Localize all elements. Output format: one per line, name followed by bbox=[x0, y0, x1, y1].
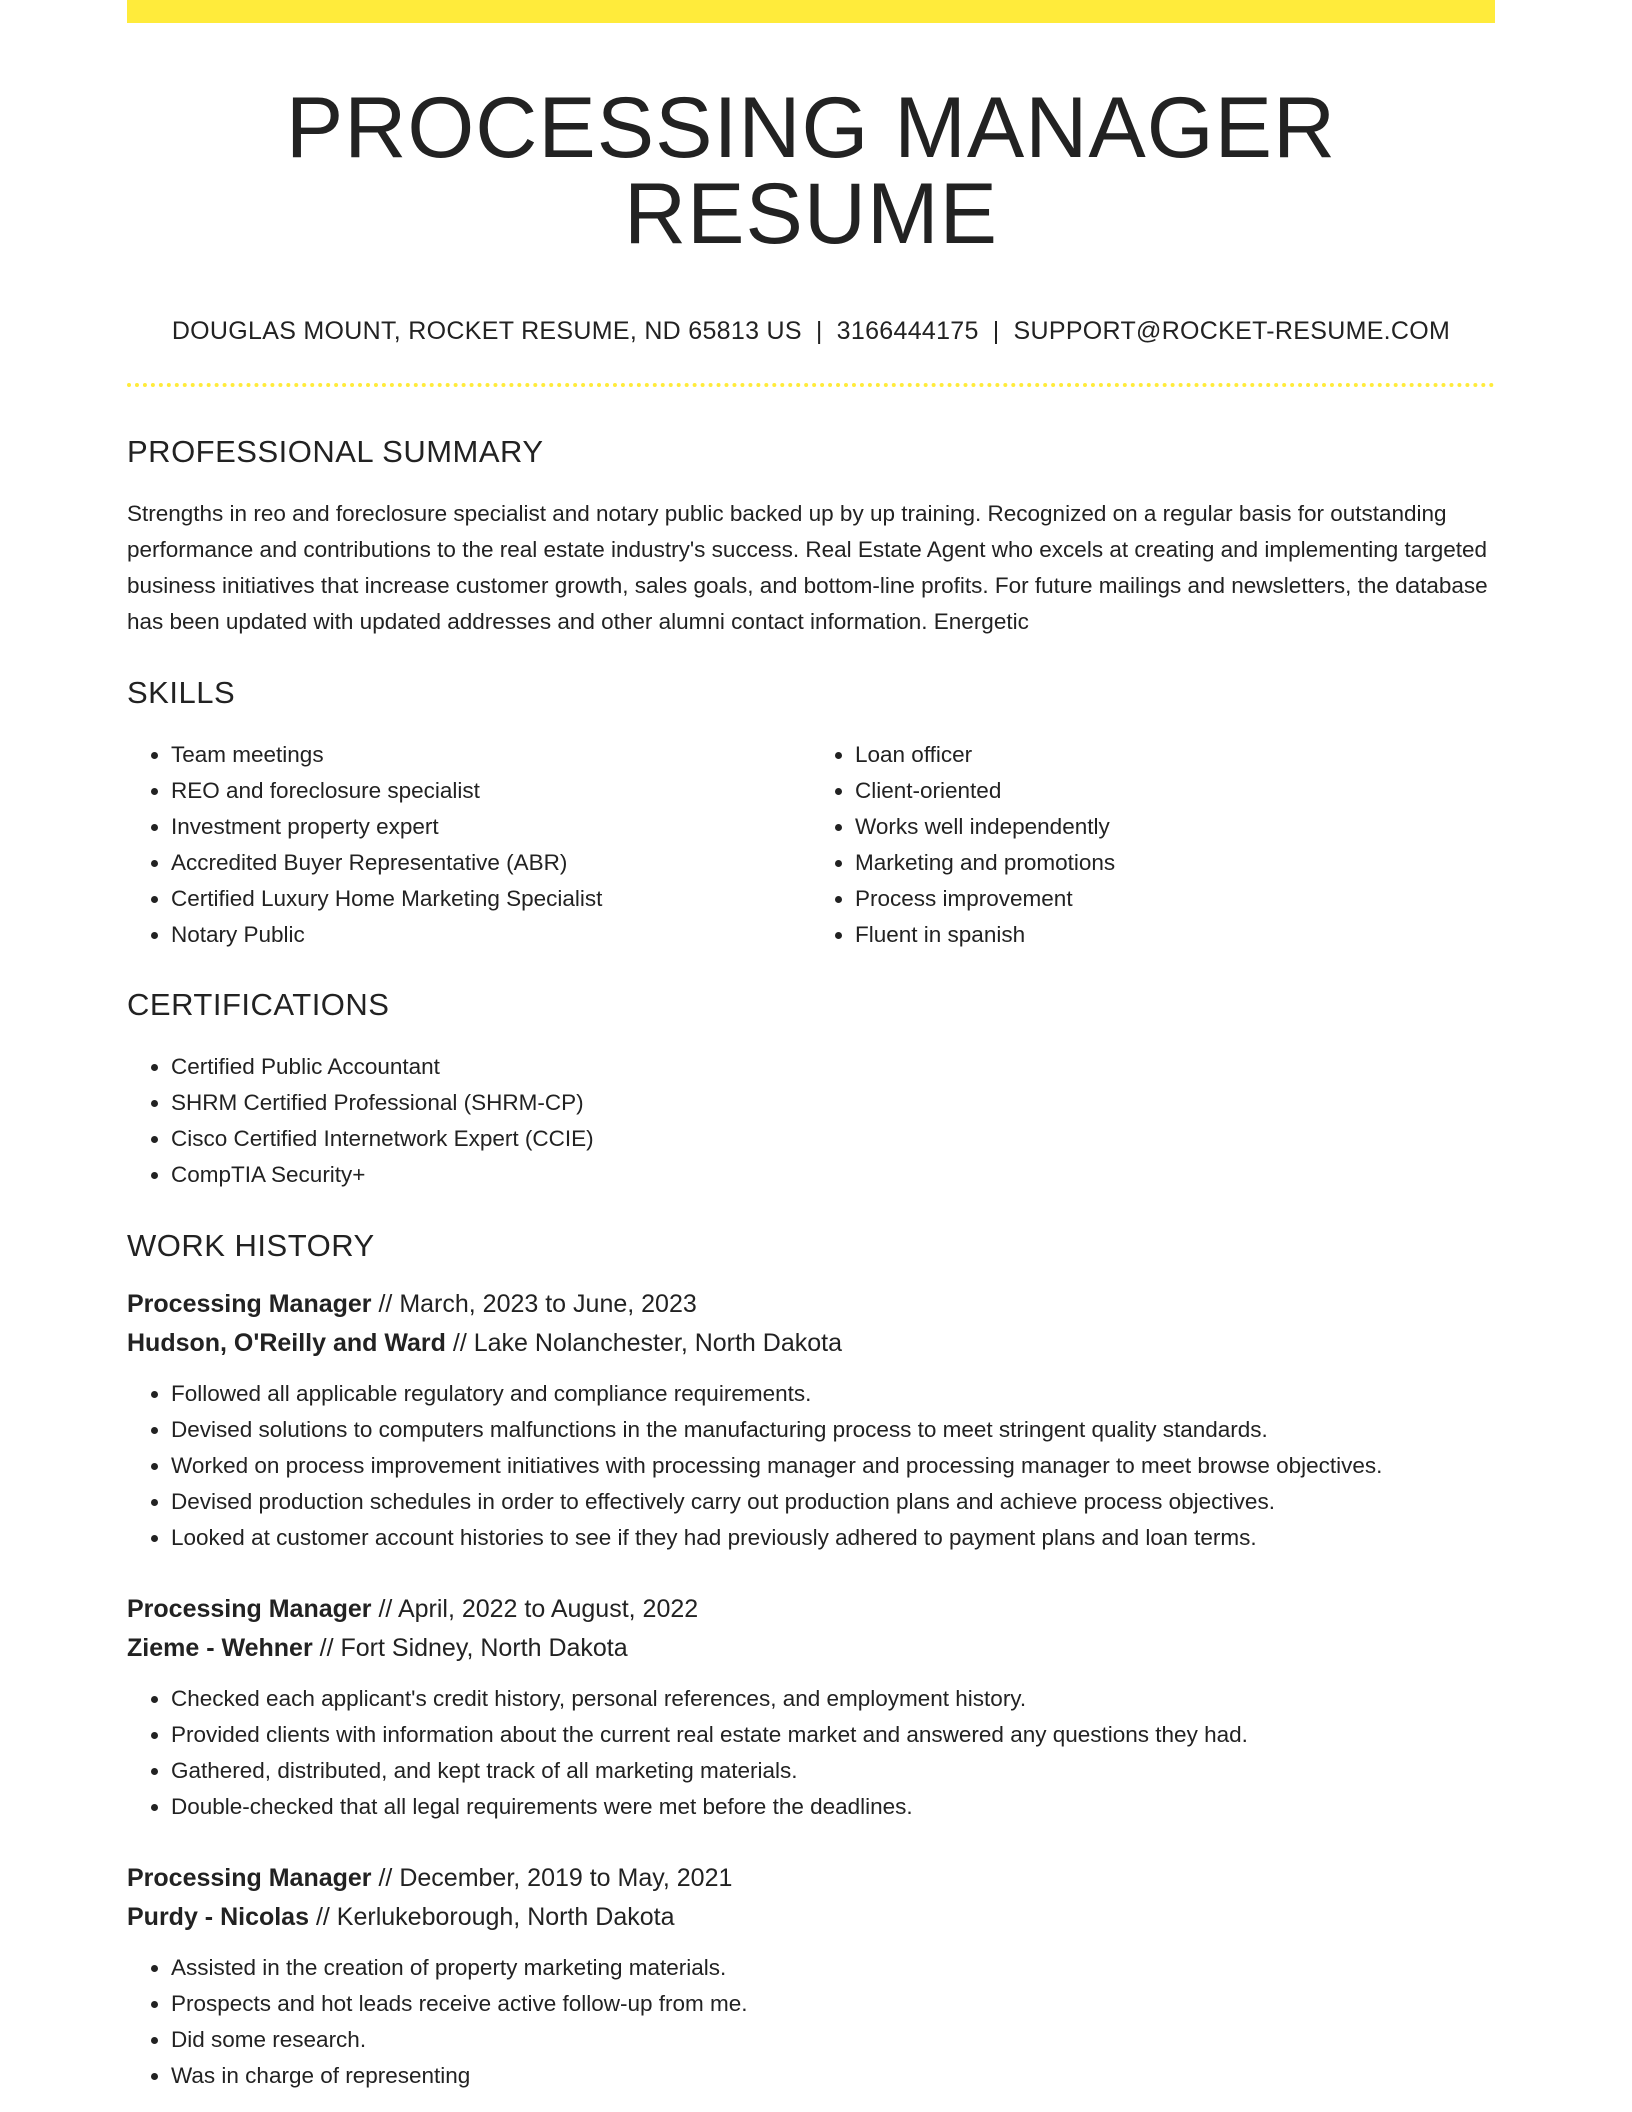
skill-item: • Accredited Buyer Representative (ABR) bbox=[171, 845, 811, 881]
certification-item: • Certified Public Accountant bbox=[171, 1049, 1495, 1085]
certification-item: • CompTIA Security+ bbox=[171, 1157, 1495, 1193]
skill-item: • Notary Public bbox=[171, 917, 811, 953]
job-dates: April, 2022 to August, 2022 bbox=[397, 1595, 699, 1623]
job-bullet: • Devised solutions to computers malfunctions in the manufacturing process to meet stringent quality standards. bbox=[171, 1412, 1495, 1448]
certification-item: • Cisco Certified Internetwork Expert (CCIE) bbox=[171, 1121, 1495, 1157]
contact-phone: 3166444175 bbox=[836, 317, 979, 345]
contact-separator: | bbox=[992, 317, 1000, 345]
job-dates: March, 2023 to June, 2023 bbox=[399, 1290, 697, 1318]
skill-item: • Team meetings bbox=[171, 737, 811, 773]
job-location: Fort Sidney, North Dakota bbox=[340, 1634, 628, 1662]
certification-item: • SHRM Certified Professional (SHRM-CP) bbox=[171, 1085, 1495, 1121]
skill-item: • Investment property expert bbox=[171, 809, 811, 845]
top-accent-bar bbox=[127, 0, 1495, 23]
job-location: Kerlukeborough, North Dakota bbox=[336, 1903, 675, 1931]
contact-email: SUPPORT@ROCKET-RESUME.COM bbox=[1013, 317, 1451, 345]
summary-text: Strengths in reo and foreclosure specialist and notary public backed up by up training. Recognized on a regular basis for outstanding performance and contributions to the real estate industry's success. Real Estate Agent who excels at creating and implementing targeted business initiatives that increase customer growth, sales goals, and bottom-line profits. For future mailings and newsletters, the database has been updated with updated addresses and other alumni contact information. Energetic bbox=[127, 501, 1488, 634]
job-separator: // bbox=[371, 1595, 398, 1623]
job-company: Zieme - Wehner bbox=[127, 1634, 313, 1662]
skills-heading: SKILLS bbox=[127, 675, 236, 710]
job-company: Purdy - Nicolas bbox=[127, 1903, 309, 1931]
job-bullet: • Double-checked that all legal requirements were met before the deadlines. bbox=[171, 1789, 1495, 1825]
skill-item: • Process improvement bbox=[855, 881, 1495, 917]
job-bullet: • Checked each applicant's credit history, personal references, and employment history. bbox=[171, 1681, 1495, 1717]
skills-columns bbox=[127, 737, 1495, 953]
job-bullet: • Gathered, distributed, and kept track of all marketing materials. bbox=[171, 1753, 1495, 1789]
job-bullets bbox=[127, 1950, 1495, 2094]
job-separator: // bbox=[312, 1634, 341, 1662]
work-history-heading: WORK HISTORY bbox=[127, 1228, 375, 1263]
job-location: Lake Nolanchester, North Dakota bbox=[473, 1329, 842, 1357]
job-title: Processing Manager bbox=[127, 1864, 372, 1892]
resume-title: PROCESSING MANAGER RESUME bbox=[285, 80, 1337, 262]
job-bullets bbox=[127, 1376, 1495, 1556]
certifications-list bbox=[127, 1049, 1495, 1193]
summary-heading: PROFESSIONAL SUMMARY bbox=[127, 434, 544, 469]
contact-line bbox=[127, 319, 1495, 344]
job-title-line bbox=[127, 1590, 1495, 1629]
skill-item: • Works well independently bbox=[855, 809, 1495, 845]
dotted-divider bbox=[127, 383, 1495, 387]
skill-item: • Fluent in spanish bbox=[855, 917, 1495, 953]
job-company: Hudson, O'Reilly and Ward bbox=[127, 1329, 446, 1357]
skills-left-list bbox=[127, 737, 811, 953]
contact-separator: | bbox=[815, 317, 823, 345]
job-separator: // bbox=[371, 1864, 400, 1892]
job-bullet: • Looked at customer account histories to see if they had previously adhered to payment plans and loan terms. bbox=[171, 1520, 1495, 1556]
skill-item: • Loan officer bbox=[855, 737, 1495, 773]
skill-item: • REO and foreclosure specialist bbox=[171, 773, 811, 809]
certifications-heading: CERTIFICATIONS bbox=[127, 987, 390, 1022]
resume-page bbox=[127, 0, 1495, 2094]
job-company-line bbox=[127, 1898, 1495, 1937]
job-bullet: • Prospects and hot leads receive active follow-up from me. bbox=[171, 1986, 1495, 2022]
job-bullet: • Devised production schedules in order to effectively carry out production plans and achieve process objectives. bbox=[171, 1484, 1495, 1520]
job-separator: // bbox=[309, 1903, 337, 1931]
job-title: Processing Manager bbox=[127, 1290, 372, 1318]
job-entry bbox=[127, 1285, 1495, 1556]
job-bullet: • Was in charge of representing bbox=[171, 2058, 1495, 2094]
contact-address: DOUGLAS MOUNT, ROCKET RESUME, ND 65813 US bbox=[171, 317, 802, 345]
job-separator: // bbox=[371, 1290, 400, 1318]
skill-item: • Marketing and promotions bbox=[855, 845, 1495, 881]
job-bullet: • Followed all applicable regulatory and compliance requirements. bbox=[171, 1376, 1495, 1412]
job-company-line bbox=[127, 1629, 1495, 1668]
skills-right-list bbox=[811, 737, 1495, 953]
job-bullet: • Worked on process improvement initiatives with processing manager and processing manager to meet browse objectives. bbox=[171, 1448, 1495, 1484]
job-dates: December, 2019 to May, 2021 bbox=[399, 1864, 733, 1892]
job-title-line bbox=[127, 1859, 1495, 1898]
job-bullets bbox=[127, 1681, 1495, 1825]
job-entry bbox=[127, 1859, 1495, 2094]
skill-item: • Certified Luxury Home Marketing Specialist bbox=[171, 881, 811, 917]
job-entry bbox=[127, 1590, 1495, 1825]
job-title: Processing Manager bbox=[127, 1595, 372, 1623]
job-bullet: • Did some research. bbox=[171, 2022, 1495, 2058]
job-company-line bbox=[127, 1324, 1495, 1363]
skill-item: • Client-oriented bbox=[855, 773, 1495, 809]
job-bullet: • Provided clients with information about the current real estate market and answered any questions they had. bbox=[171, 1717, 1495, 1753]
job-separator: // bbox=[445, 1329, 474, 1357]
job-title-line bbox=[127, 1285, 1495, 1324]
job-bullet: • Assisted in the creation of property marketing materials. bbox=[171, 1950, 1495, 1986]
